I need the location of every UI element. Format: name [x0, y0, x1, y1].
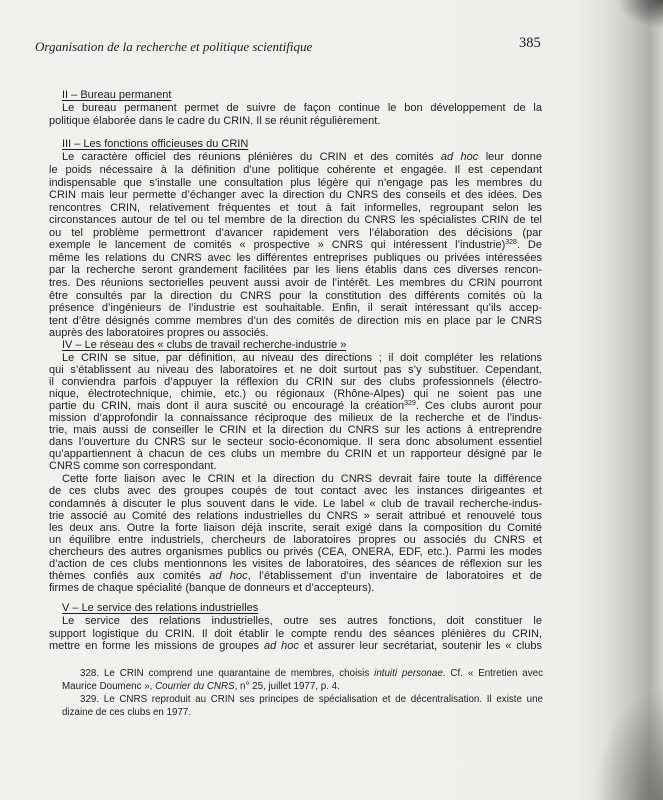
- text-run: indispensable que s’installe une consultation plus légère qui n’engage pas les membres du: [49, 176, 542, 189]
- italic-text: ad hoc: [263, 640, 299, 653]
- text-line: [49, 388, 542, 400]
- footnote-329: [62, 693, 543, 720]
- italic-text: ad hoc: [440, 151, 479, 164]
- text-line: [49, 615, 542, 628]
- text-run: exemple le lancement de comités « prospective » CNRS qui intéressent l’industrie): [49, 239, 506, 252]
- text-run: . De: [516, 239, 542, 252]
- text-run: être consultés par la direction du CNRS pour la constitution des différents comités où la: [49, 289, 542, 302]
- text-run: leur donne: [478, 151, 543, 164]
- text-run: présence d’ingénieurs de l’industrie est souhaitable. Enfin, il serait intéressant qu’ils accep-: [49, 302, 542, 315]
- text-line: [49, 424, 542, 436]
- text-line: [62, 680, 543, 693]
- text-run: Le caractère officiel des réunions plénières du CRIN et des comités: [62, 151, 441, 164]
- text-run: il conviendra parfois d’appuyer la réflexion du CRIN sur des clubs professionnels (électro-: [49, 376, 542, 389]
- text-line: [49, 570, 542, 582]
- text-run: dizaine de ces clubs en 1977.: [62, 707, 192, 719]
- text-line: [62, 667, 543, 680]
- footnotes: [62, 667, 543, 720]
- section-service-relations-industrielles: [49, 602, 542, 653]
- text-run: Cette forte liaison avec le CRIN et la direction du CNRS devrait faire toute la différence: [62, 473, 542, 486]
- section-bureau-permanent: [49, 89, 542, 128]
- text-run: Le service des relations industrielles, outre ses autres fonctions, doit constituer le: [62, 615, 542, 628]
- text-line: [49, 473, 542, 485]
- text-run: d’action de ces clubs mentionnons les visites de laboratoires, des séances de réflexion sur les: [49, 558, 542, 571]
- paragraph: [49, 102, 542, 127]
- text-line: [49, 177, 542, 190]
- text-run: . Cf. « Entretien avec: [442, 667, 544, 679]
- text-line: [49, 352, 542, 364]
- text-run: qui s’établissent au niveau des laboratoires et ne doit surtout pas s’y substituer. Cependant,: [49, 364, 542, 377]
- text-line: [49, 189, 542, 202]
- text-run: mission d’approfondir la connaissance réciproque des milieux de la recherche et de l’indus-: [49, 412, 542, 425]
- text-run: 329. Le CNRS reproduit au CRIN ses principes de spécialisation et de décentralisation. Il existe une: [80, 694, 543, 706]
- text-line: [49, 534, 542, 546]
- text-line: [49, 290, 542, 303]
- text-run: . Ces clubs auront pour: [415, 400, 542, 413]
- text-run: , l’établissement d’un inventaire de laboratoires et de: [247, 570, 542, 583]
- text-line: [49, 460, 542, 472]
- text-line: [49, 582, 542, 594]
- text-run: CNRS comme son correspondant.: [49, 460, 217, 473]
- text-run: nique, électrotechnique, chimie, etc.) ou régionaux (Rhône-Alpes) qui ne soient pas une: [49, 388, 542, 401]
- text-run: rencontres CRIN, relativement fréquentes et tout à fait informelles, regroupant selon les: [49, 201, 542, 214]
- text-run: Maurice Doumenc »,: [62, 680, 156, 692]
- text-line: [49, 327, 542, 340]
- italic-text: ad hoc: [209, 570, 248, 583]
- text-run: tres. Des réunions sectorielles peuvent aussi avoir de l’intérêt. Les membres du CRIN pourront: [49, 277, 542, 290]
- text-line: [49, 400, 542, 412]
- section-heading: IV – Le réseau des « clubs de travail recherche-industrie »: [62, 339, 347, 351]
- text-run: Le bureau permanent permet de suivre de façon continue le bon développement de la: [62, 102, 542, 115]
- footnote-328: [62, 667, 543, 694]
- text-line: [49, 436, 542, 448]
- text-line: [49, 164, 542, 177]
- paragraph: [49, 352, 542, 472]
- italic-text: intuiti personae: [374, 667, 443, 679]
- text-run: de ces clubs avec des groupes coupés de tout contact avec les instances dirigeantes et: [49, 485, 542, 498]
- text-run: trie associé au Comité des relations industrielles du CNRS » serait attribué et renouvelé tous: [49, 509, 542, 522]
- text-line: [49, 485, 542, 497]
- text-run: par la recherche seront grandement facilitées par les liens établis dans ces diverses rencon-: [49, 264, 542, 277]
- text-line: [49, 546, 542, 558]
- text-run: thèmes confiés aux comités: [49, 570, 210, 583]
- text-run: mettre en forme les missions de groupes: [49, 640, 264, 653]
- text-run: politique élaborée dans le cadre du CRIN. Il se réunit régulièrement.: [49, 114, 381, 127]
- text-line: [49, 558, 542, 570]
- text-line: [49, 239, 542, 252]
- running-header-title: Organisation de la recherche et politique scientifique: [35, 39, 313, 54]
- page-number: 385: [519, 35, 541, 51]
- text-run: partie du CRIN, mais dont il aura suscité ou encouragé la création: [49, 400, 405, 413]
- text-run: Le CRIN se situe, par définition, au niveau des directions ; il doit compléter les relations: [62, 352, 542, 365]
- text-run: trie, mais aussi de conseiller le CRIN et la direction du CNRS sur les actions à entreprendre: [49, 424, 542, 437]
- section-reseau-clubs: [49, 339, 542, 594]
- text-line: [49, 364, 542, 376]
- text-run: et assurer leur secrétariat, soutenir les « clubs: [298, 640, 542, 653]
- section-heading: II – Bureau permanent: [62, 89, 172, 101]
- paragraph: [49, 151, 542, 339]
- paragraph: [49, 615, 542, 653]
- text-line: [49, 412, 542, 424]
- text-run: qu’appartiennent à chacun de ces clubs un membre du CRIN et un rapporteur désigné par le: [49, 448, 542, 461]
- footnote-reference: 328: [505, 239, 517, 247]
- section-heading: III – Les fonctions officieuses du CRIN: [62, 138, 249, 150]
- text-line: [49, 115, 542, 128]
- text-line: [49, 214, 542, 227]
- text-line: [49, 376, 542, 388]
- paragraph: [49, 473, 542, 594]
- text-line: [49, 522, 542, 534]
- text-run: les deux ans. Outre la forte liaison déjà inscrite, serait exigé dans la composition du Comité: [49, 521, 542, 534]
- text-line: [49, 277, 542, 290]
- text-run: chercheurs des autres organismes publics ou privés (CEA, ONERA, EDF, etc.). Parmi les modes: [49, 545, 542, 558]
- italic-text: Courrier du CNRS: [155, 680, 235, 692]
- text-line: [49, 264, 542, 277]
- text-line: [49, 202, 542, 215]
- text-line: [49, 227, 542, 240]
- text-run: dans l’ouverture du CNRS sur le secteur socio-économique. Il sera donc absolument essentiel: [49, 436, 542, 449]
- text-run: , n° 25, juillet 1977, p. 4.: [234, 680, 340, 692]
- text-line: [49, 102, 542, 115]
- text-run: même les relations du CNRS avec les différentes entreprises publiques ou privées intéressées: [49, 251, 542, 264]
- text-line: [62, 706, 543, 719]
- text-run: 328. Le CRIN comprend une quarantaine de membres, choisis: [80, 667, 375, 679]
- text-line: [49, 510, 542, 522]
- text-line: [49, 628, 542, 641]
- text-run: support logistique du CRIN. Il doit établir le compte rendu des séances plénières du CRIN,: [49, 627, 542, 640]
- text-run: circonstances autour de tel ou tel membre de la direction du CNRS les spécialistes CRIN de tel: [49, 214, 542, 227]
- section-heading: V – Le service des relations industrielles: [62, 602, 259, 614]
- text-run: CRIN mais leur permette d’échanger avec la direction du CNRS des conseils et des idées. Des: [49, 189, 542, 202]
- text-run: condamnés à discuter le plus souvent dans le vide. Le label « club de travail recherche-indus-: [49, 497, 542, 510]
- text-line: [49, 448, 542, 460]
- text-run: ou tel problème permettront d’avancer rapidement vers l’élaboration des décisions (par: [49, 226, 542, 239]
- text-run: auprès des laboratoires propres ou associés.: [49, 327, 269, 340]
- text-line: [49, 498, 542, 510]
- text-run: firmes de chaque spécialité (banque de donneurs et d’accepteurs).: [49, 582, 375, 595]
- footnote-reference: 329: [404, 400, 416, 408]
- text-line: [49, 640, 542, 653]
- text-line: [49, 315, 542, 328]
- text-run: tent d’être désignés comme membres d’un des comités de direction mis en place par le CNRS: [49, 314, 542, 327]
- text-run: le poids nécessaire à la définition d’une politique cohérente et engagée. Il est cependant: [49, 163, 542, 176]
- text-line: [49, 151, 542, 164]
- text-line: [62, 693, 543, 706]
- section-fonctions-officieuses: [49, 138, 542, 340]
- text-line: [49, 302, 542, 315]
- text-line: [49, 252, 542, 265]
- text-run: un équilibre entre industriels, chercheurs de laboratoires propres ou associés du CNRS et: [49, 533, 542, 546]
